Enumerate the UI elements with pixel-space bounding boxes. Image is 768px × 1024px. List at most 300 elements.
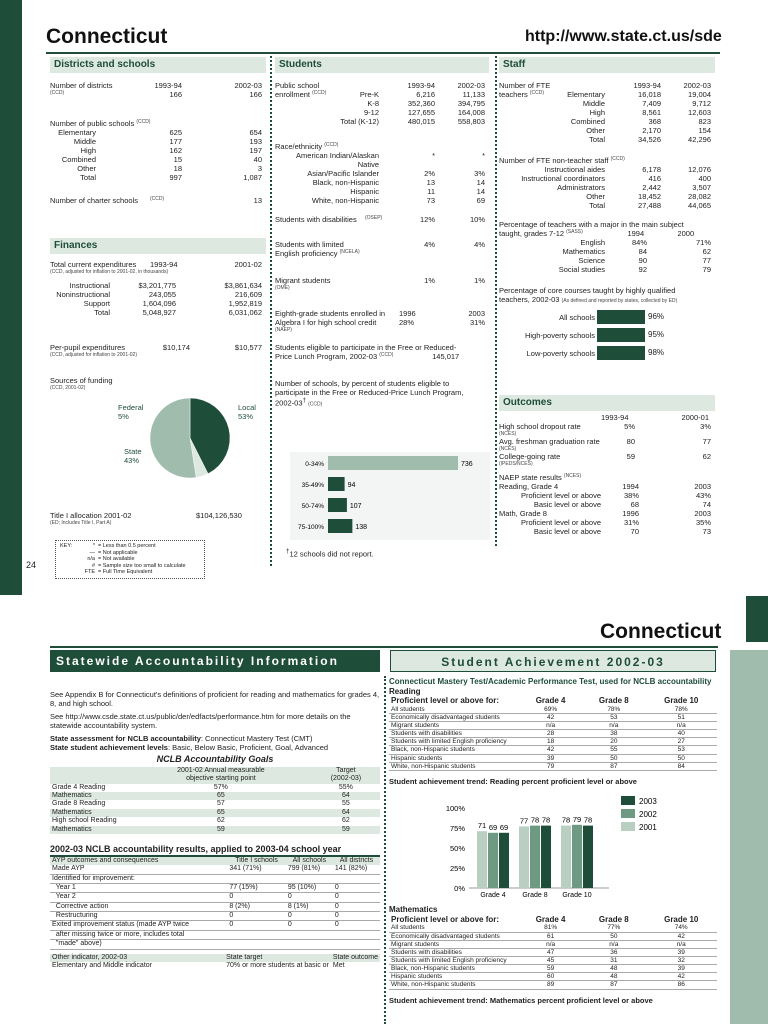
math-row-cell: Students with disabilities — [389, 948, 519, 956]
frl-bar-value: 736 — [461, 461, 473, 468]
trend-bar-value: 78 — [541, 815, 551, 825]
race-row-label: Hispanic — [350, 187, 379, 196]
public-schools-row — [50, 146, 266, 155]
key-item — [60, 543, 200, 550]
results-col-header: Title I schools — [235, 856, 278, 864]
expenditure-row-b: 1,952,819 — [228, 299, 262, 308]
hq-label: Percentage of core courses taught by highly qualified — [499, 286, 676, 295]
expenditures-row — [50, 260, 266, 269]
trend-legend-swatch — [621, 809, 635, 818]
key-symbol: — — [89, 549, 95, 556]
naep-row — [499, 491, 715, 500]
page1-number: 24 — [26, 560, 37, 570]
reading-row-cell: All students — [389, 706, 519, 714]
goals-h2: Target — [336, 766, 356, 774]
charter-value: 13 — [253, 196, 262, 205]
frl-bar-value: 138 — [355, 524, 368, 531]
title-rule — [46, 52, 720, 54]
achievement-section — [389, 677, 717, 1005]
frl-footnote: †12 schools did not report. — [286, 548, 374, 559]
results-cell: 0 — [227, 921, 286, 930]
reading-row-cell: 40 — [645, 730, 717, 738]
enrollment-row-a: 127,655 — [407, 108, 435, 117]
results-cell: 0 — [333, 912, 380, 921]
math-row — [389, 981, 717, 989]
hq-row — [499, 328, 715, 342]
reading-row — [389, 713, 717, 721]
goals-grade: Mathematics — [52, 825, 92, 833]
trend-bar-value: 77 — [519, 816, 529, 826]
achievement-header: Student Achievement 2002-03 — [390, 650, 716, 672]
naep-b: 74 — [702, 500, 711, 509]
reading-row-cell: Economically disadvantaged students — [389, 713, 519, 721]
race-src: (CCD) — [324, 142, 339, 148]
other-indicator-row-outcome: Met — [332, 962, 345, 970]
math-row — [389, 932, 717, 940]
public-schools-label: Number of public schools — [50, 119, 135, 128]
naep-b: 35% — [695, 518, 711, 527]
public-schools-row-b: 1,087 — [243, 173, 262, 182]
results-row — [50, 883, 380, 892]
enrollment-row-b: 558,803 — [457, 117, 485, 126]
frl-category-label: 35-49% — [301, 482, 324, 489]
expenditure-row — [50, 290, 266, 299]
page1-title: Connecticut — [46, 25, 168, 48]
trend-bar — [519, 826, 529, 888]
goals-target: 59 — [341, 825, 350, 833]
state-url[interactable]: http://www.state.ct.us/sde — [525, 28, 722, 45]
assessment-label: State assessment for NCLB accountability — [50, 734, 201, 743]
pie-label: State — [124, 447, 142, 456]
naep-b: 2003 — [694, 482, 711, 491]
key-symbol: FTE — [84, 569, 95, 576]
major-row-a: 90 — [638, 256, 647, 265]
results-cell — [227, 930, 286, 939]
math-table — [389, 915, 717, 990]
results-cell — [333, 874, 380, 883]
outcome-b: 77 — [702, 437, 711, 446]
districts-col2: 2002-03 — [234, 81, 262, 90]
col-separator-1 — [270, 56, 272, 566]
algebra-y1: 1996 — [399, 309, 416, 318]
reading-row-cell: 50 — [582, 754, 645, 762]
hq-label: High-poverty schools — [524, 330, 595, 340]
key-label — [60, 563, 84, 570]
outcome-b: 62 — [702, 452, 711, 461]
goals-table — [50, 767, 380, 834]
expenditure-row — [50, 281, 266, 290]
algebra-label2: Algebra I for high school credit — [275, 318, 377, 327]
page2-title: Connecticut — [600, 620, 722, 643]
results-cell: 0 — [333, 921, 380, 930]
trend-y-tick: 50% — [449, 843, 465, 853]
results-cell: 0 — [333, 902, 380, 911]
reading-row-cell: 84 — [645, 762, 717, 770]
enrollment-src: (CCD) — [312, 90, 327, 96]
hq-bar-chart — [499, 310, 715, 360]
reading-row-cell: White, non-Hispanic students — [389, 762, 519, 770]
reading-prof-label: Proficient level or above for: — [391, 696, 500, 706]
goals-header-col2 — [312, 767, 380, 784]
naep-label: Reading, Grade 4 — [499, 482, 559, 491]
results-row — [50, 893, 380, 902]
frl-category-label: 0-34% — [305, 461, 324, 468]
expenditures-note: (CCD, adjusted for inflation to 2001-02, in thousands) — [50, 269, 169, 275]
math-row-cell: n/a — [519, 940, 582, 948]
hq-value: 95% — [648, 330, 665, 340]
algebra-label: Eighth-grade students enrolled in — [275, 309, 386, 318]
naep-row — [499, 518, 715, 527]
trend-bar-value: 71 — [477, 821, 487, 831]
key-label — [60, 550, 84, 557]
num-districts-src: (CCD) — [50, 90, 65, 96]
col-separator-2 — [495, 56, 497, 546]
nonteach-table — [499, 165, 715, 210]
goals-row — [50, 809, 380, 817]
nonteach-row-label: Administrators — [557, 183, 605, 192]
reading-trend-chart — [389, 790, 715, 902]
math-row-cell: 39 — [645, 965, 717, 973]
other-indicator-outcome: State outcome — [332, 953, 378, 961]
major-row — [499, 247, 715, 256]
results-cell: Restructuring — [50, 912, 227, 921]
math-row-cell: n/a — [645, 940, 717, 948]
math-row-cell: 74% — [645, 924, 717, 932]
ppe-note: (CCD, adjusted for inflation to 2001-02) — [50, 352, 137, 358]
reading-row-cell: 78% — [645, 706, 717, 714]
reading-row-cell: 53 — [645, 746, 717, 754]
intro-appendix: See Appendix B for Connecticut's definitions of proficient for reading and mathematics for grades 4, 8, and high school. — [50, 690, 380, 708]
reading-row-cell: 51 — [645, 713, 717, 721]
results-row — [50, 874, 380, 883]
trend-legend-swatch — [621, 796, 635, 805]
reading-row — [389, 762, 717, 770]
math-row-cell: 89 — [519, 981, 582, 989]
naep-a: 38% — [623, 491, 639, 500]
goals-target: 55 — [341, 800, 350, 808]
algebra-src: (NAEP) — [275, 327, 292, 333]
goals-body — [50, 784, 380, 834]
fte-row — [499, 117, 715, 126]
districts-section — [50, 57, 266, 205]
results-cell: 8 (2%) — [227, 902, 286, 911]
reading-row-cell: 55 — [582, 746, 645, 754]
goals-target: 62 — [341, 817, 350, 825]
outcome-a: 80 — [626, 437, 635, 446]
public-schools-row-b: 3 — [257, 164, 262, 173]
levels-label: State student achievement levels — [50, 743, 168, 752]
results-cell: Year 1 — [50, 883, 227, 892]
math-row-cell: Economically disadvantaged students — [389, 932, 519, 940]
race-row-a: 11 — [427, 187, 435, 196]
reading-row-cell: 39 — [519, 754, 582, 762]
fte-row-a: 2,170 — [642, 126, 661, 135]
sources-note: (CCD, 2001-02) — [50, 385, 86, 391]
math-row-cell: 31 — [582, 957, 645, 965]
reading-row-cell: n/a — [582, 722, 645, 730]
results-cell — [286, 940, 333, 949]
other-indicator-row — [50, 962, 380, 970]
key-box — [55, 540, 205, 579]
math-row-cell: Hispanic students — [389, 973, 519, 981]
reading-row-cell: 27 — [645, 738, 717, 746]
charter-row — [50, 196, 266, 205]
expenditures-label: Total current expenditures — [50, 260, 137, 269]
nonteach-row-label: Instructional aides — [544, 165, 605, 174]
goals-row — [50, 800, 380, 808]
frl-value: 145,017 — [432, 352, 460, 361]
levels-value: : Basic, Below Basic, Proficient, Goal, Advanced — [167, 743, 329, 752]
fte-head — [499, 81, 715, 90]
reading-header-row — [389, 696, 717, 706]
results-row — [50, 902, 380, 911]
results-cell — [227, 940, 286, 949]
reading-row-cell: 79 — [519, 762, 582, 770]
page2-side-bar-top — [746, 596, 768, 642]
hq-bar-fill — [597, 328, 643, 342]
reading-row-cell: 42 — [519, 746, 582, 754]
nonteach-row-b: 44,065 — [688, 201, 711, 210]
public-schools-src: (CCD) — [136, 119, 151, 125]
algebra-row — [275, 309, 489, 318]
other-indicator-target: State target — [226, 953, 263, 961]
enrollment-row — [275, 90, 489, 99]
students-header: Students — [275, 57, 489, 73]
math-row-cell: 59 — [519, 965, 582, 973]
finances-section — [50, 238, 266, 391]
nonteach-row-a: 2,442 — [642, 183, 661, 192]
goals-start: 62 — [216, 817, 225, 825]
fte-row-b: 19,004 — [688, 90, 711, 99]
key-label — [60, 569, 84, 576]
cmt-title: Connecticut Mastery Test/Academic Performance Test, used for NCLB accountability — [389, 677, 712, 686]
math-row-cell: 77% — [582, 924, 645, 932]
page2-title-rule — [50, 646, 718, 648]
reading-trend-title: Student achievement trend: Reading percent proficient level or above — [389, 776, 637, 786]
expenditure-row-label: Instructional — [69, 281, 110, 290]
reading-row-cell: 42 — [519, 713, 582, 721]
race-row-label: American Indian/Alaskan Native — [296, 151, 379, 169]
trend-bar — [477, 831, 487, 888]
math-row-cell: Migrant students — [389, 940, 519, 948]
hq-value: 98% — [648, 348, 665, 358]
goals-grade: High school Reading — [52, 817, 117, 825]
naep-b: 2003 — [694, 509, 711, 518]
goals-row — [50, 817, 380, 825]
hq-bar-fill — [597, 346, 644, 360]
accountability-section — [50, 690, 380, 970]
key-symbol: * — [92, 543, 95, 549]
math-row-cell: 86 — [645, 981, 717, 989]
outcome-src: (NCES) — [499, 431, 517, 437]
public-schools-row — [50, 164, 266, 173]
math-body — [389, 924, 717, 989]
pie-label: 53% — [238, 412, 254, 421]
naep-label: Basic level or above — [533, 527, 601, 536]
charter-label: Number of charter schools — [50, 196, 138, 205]
fte-row-a: 368 — [648, 117, 661, 126]
naep-a: 68 — [630, 500, 639, 509]
reading-row-cell: 20 — [582, 738, 645, 746]
naep-label: Proficient level or above — [520, 518, 601, 527]
results-cell — [286, 874, 333, 883]
reading-row-cell: Black, non-Hispanic students — [389, 746, 519, 754]
lep-label2: English proficiency — [275, 249, 338, 258]
frl-bar — [328, 519, 352, 533]
hq-label: Low-poverty schools — [526, 348, 595, 358]
outcome-src: (NCES) — [499, 446, 517, 452]
key-desc: = Not applicable — [98, 549, 138, 556]
results-cell: 799 (81%) — [286, 865, 333, 874]
math-row-cell: 81% — [519, 924, 582, 932]
results-body — [50, 865, 380, 949]
pie-slice-local — [150, 398, 196, 478]
naep-a: 1996 — [622, 509, 639, 518]
nonteach-row-b: 400 — [698, 174, 711, 183]
major-y1: 1994 — [627, 229, 645, 238]
enrollment-row — [275, 99, 489, 108]
public-schools-row-a: 997 — [169, 173, 182, 182]
math-row-cell: 61 — [519, 932, 582, 940]
nonteach-row-a: 416 — [648, 174, 661, 183]
expenditure-row-b: 6,031,062 — [228, 308, 262, 317]
expenditure-row-label: Total — [94, 308, 110, 317]
math-row — [389, 924, 717, 932]
math-trend-title: Student achievement trend: Mathematics percent proficient level or above — [389, 995, 653, 1005]
reading-row-cell: 18 — [519, 738, 582, 746]
frl-schools-label3-row: 2002-03† (CCD) — [275, 397, 323, 408]
results-header-row — [50, 857, 380, 865]
fte-row — [499, 99, 715, 108]
public-schools-row — [50, 137, 266, 146]
major-row-b: 62 — [702, 247, 711, 256]
nonteach-row — [499, 183, 715, 192]
num-districts-v1: 166 — [169, 90, 182, 99]
naep-src: (NCES) — [563, 473, 582, 479]
math-row — [389, 965, 717, 973]
nonteach-row — [499, 165, 715, 174]
expenditure-row-a: 243,055 — [148, 290, 176, 299]
frl-schools-label: Number of schools, by percent of students eligible to — [275, 379, 450, 388]
other-indicator-header — [50, 954, 380, 962]
pie-label: Local — [238, 403, 256, 412]
results-cell: 95 (10%) — [286, 883, 333, 892]
lep-label: Students with limited — [275, 240, 344, 249]
outcome-row — [499, 437, 715, 452]
frl-category-label: 50-74% — [301, 503, 324, 510]
major-row-label: English — [580, 238, 605, 247]
outcomes-table — [499, 422, 715, 467]
results-cell — [286, 930, 333, 939]
goals-h1: 2001-02 Annual measurable — [177, 766, 265, 774]
frl-src: (CCD) — [379, 352, 394, 358]
page2-side-bar — [730, 650, 768, 1024]
fte-table — [499, 90, 715, 144]
fte-row-a: 16,018 — [638, 90, 661, 99]
fte-row-label: Middle — [582, 99, 605, 108]
fte-row — [499, 135, 715, 144]
enrollment-row — [275, 108, 489, 117]
reading-body — [389, 706, 717, 771]
trend-bar-value: 78 — [530, 815, 540, 825]
other-indicator-label: Other indicator, 2002-03 — [52, 953, 128, 961]
results-col-header: AYP outcomes and consequences — [52, 856, 159, 864]
other-indicator-table — [50, 954, 380, 971]
expenditure-row-label: Noninstructional — [56, 290, 110, 299]
num-districts-label: Number of districts — [50, 81, 113, 90]
reading-row-cell: 78% — [582, 706, 645, 714]
staff-section — [499, 57, 715, 364]
trend-category-label: Grade 10 — [562, 891, 592, 899]
fte-row-label: High — [589, 108, 605, 117]
results-cell: 0 — [286, 921, 333, 930]
expenditure-row-b: 216,609 — [234, 290, 262, 299]
districts-header: Districts and schools — [50, 57, 266, 73]
outcomes-col-head — [499, 413, 715, 422]
goals-target: 64 — [341, 808, 350, 816]
major-label: Percentage of teachers with a major in the main subject — [499, 220, 684, 229]
major-row-b: 79 — [702, 265, 711, 274]
goals-row — [50, 826, 380, 834]
pie-label: 5% — [118, 412, 129, 421]
race-row-b: 3% — [474, 169, 485, 178]
goals-title: NCLB Accountability Goals — [156, 754, 274, 764]
race-row-label: Black, non-Hispanic — [312, 178, 379, 187]
math-row-cell: 60 — [519, 973, 582, 981]
other-indicator-row-label: Elementary and Middle indicator — [52, 962, 152, 970]
results-col-header: All districts — [339, 856, 374, 864]
outcome-a: 59 — [626, 452, 635, 461]
reading-row-cell: n/a — [645, 722, 717, 730]
trend-legend-label: 2001 — [639, 822, 657, 832]
hq-label: All schools — [559, 312, 595, 322]
major-row — [499, 256, 715, 265]
math-row-cell: 48 — [582, 973, 645, 981]
algebra-y2: 2003 — [468, 309, 485, 318]
race-row-a: 2% — [424, 169, 435, 178]
naep-a: 1994 — [622, 482, 639, 491]
trend-bar-value: 78 — [561, 815, 571, 825]
staff-col2: 2002-03 — [683, 81, 711, 90]
key-label — [60, 556, 84, 563]
fte-row-label: Total — [589, 135, 605, 144]
pie-label: 43% — [124, 456, 140, 465]
results-row — [50, 930, 380, 939]
results-cell — [333, 930, 380, 939]
funding-pie-chart — [60, 392, 266, 482]
fte-row-label: Other — [586, 126, 605, 135]
frl-schools-src: (CCD) — [308, 401, 323, 408]
assessment-value: : Connecticut Mastery Test (CMT) — [200, 734, 313, 743]
fte-row — [499, 108, 715, 117]
naep-row — [499, 482, 715, 491]
major-head — [499, 229, 715, 238]
enrollment-row-a: 352,360 — [407, 99, 435, 108]
intro-url: See http://www.csde.state.ct.us/public/der/edfacts/performance.htm for more details on the statewide accountability system. — [50, 712, 351, 730]
frl-bar — [328, 498, 347, 512]
goals-start: 57 — [216, 800, 225, 808]
staff-col1: 1993-94 — [633, 81, 661, 90]
hq-label2: teachers, 2002-03 — [499, 295, 560, 304]
race-table — [275, 151, 489, 205]
naep-row — [499, 527, 715, 536]
major-row-label: Social studies — [558, 265, 605, 274]
finances-col2: 2001-02 — [234, 260, 262, 269]
math-row-cell: 42 — [645, 932, 717, 940]
naep-label: Basic level or above — [533, 500, 601, 509]
fte-row-b: 42,296 — [688, 135, 711, 144]
goals-header-blank — [50, 767, 130, 784]
